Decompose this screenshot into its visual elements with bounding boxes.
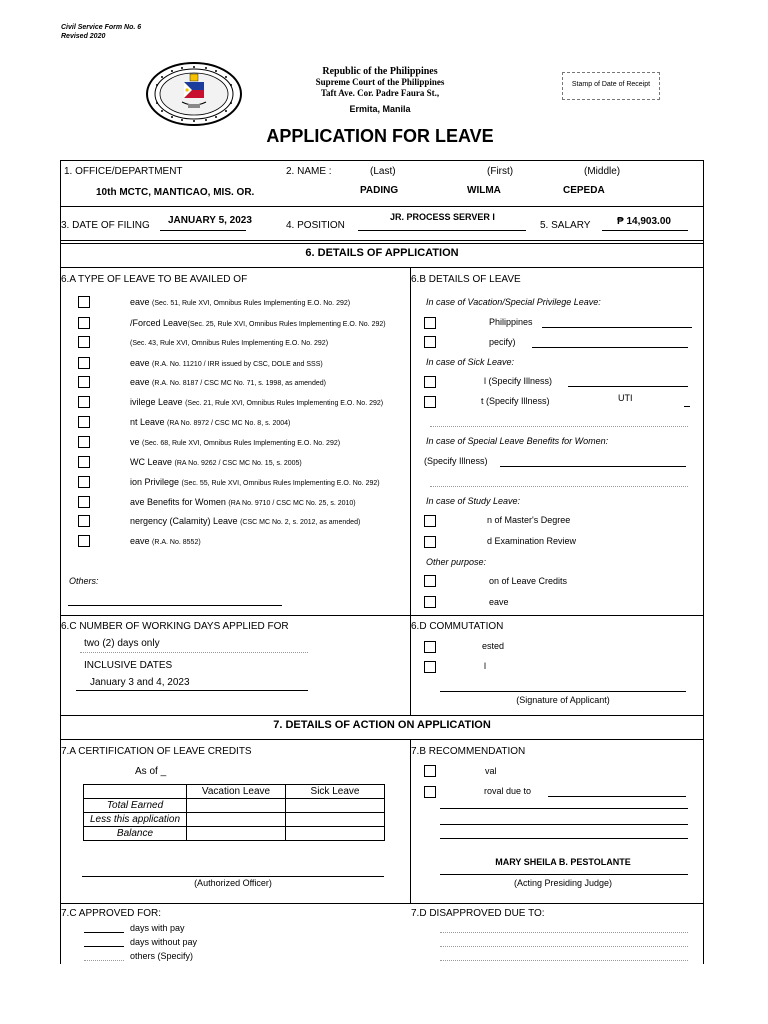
leave-type-checkbox-12[interactable] xyxy=(78,515,90,527)
commutation-checkbox-2[interactable] xyxy=(424,661,436,673)
header-city: Ermita, Manila xyxy=(349,104,411,114)
form-title: APPLICATION FOR LEAVE xyxy=(266,126,494,146)
recommendation-checkbox-2[interactable] xyxy=(424,786,436,798)
sick-checkbox-1[interactable] xyxy=(424,376,436,388)
applicant-signature-label: (Signature of Applicant) xyxy=(516,695,610,705)
study-option-1: n of Master's Degree xyxy=(487,515,571,525)
section6-title: 6. DETAILS OF APPLICATION xyxy=(305,247,459,259)
filing-value[interactable]: JANUARY 5, 2023 xyxy=(168,215,252,226)
last-name-label: (Last) xyxy=(370,166,396,177)
first-name-label: (First) xyxy=(487,166,514,177)
form-revision: Revised 2020 xyxy=(61,33,106,40)
header-republic: Republic of the Philippines xyxy=(322,66,438,77)
judge-title: (Acting Presiding Judge) xyxy=(513,878,613,888)
others-specify-label: others (Specify) xyxy=(130,951,194,961)
office-label: 1. OFFICE/DEPARTMENT xyxy=(64,166,183,177)
leave-type-checkbox-8[interactable] xyxy=(78,436,90,448)
cell-sick-earned[interactable] xyxy=(286,799,385,813)
as-of-label: As of _ xyxy=(135,766,167,777)
leave-type-2: /Forced Leave(Sec. 25, Rule XVI, Omnibus Rules Implementing E.O. No. 292) xyxy=(130,318,386,328)
cell-sick-balance[interactable] xyxy=(286,827,385,841)
filing-label: 3. DATE OF FILING xyxy=(61,220,150,231)
study-checkbox-1[interactable] xyxy=(424,515,436,527)
leave-type-checkbox-13[interactable] xyxy=(78,535,90,547)
leave-type-checkbox-3[interactable] xyxy=(78,336,90,348)
header-address: Taft Ave. Cor. Padre Faura St., xyxy=(320,88,440,98)
working-days-value[interactable]: two (2) days only xyxy=(84,638,160,649)
sick-option-1: l (Specify Illness) xyxy=(484,376,553,386)
vacation-checkbox-1[interactable] xyxy=(424,317,436,329)
cell-vacation-less[interactable] xyxy=(187,813,286,827)
leave-type-13: eave (R.A. No. 8552) xyxy=(130,536,201,546)
women-option-1: (Specify Illness) xyxy=(424,456,488,466)
leave-type-3: (Sec. 43, Rule XVI, Omnibus Rules Implementing E.O. No. 292) xyxy=(130,340,329,347)
other-option-2: eave xyxy=(489,597,509,607)
other-checkbox-2[interactable] xyxy=(424,596,436,608)
sick-heading: In case of Sick Leave: xyxy=(426,357,515,367)
days-without-pay-field[interactable] xyxy=(84,946,124,947)
leave-type-checkbox-9[interactable] xyxy=(78,456,90,468)
middle-name-label: (Middle) xyxy=(584,166,621,177)
sick-option-2: t (Specify Illness) xyxy=(481,396,550,406)
vacation-heading: In case of Vacation/Special Privilege Leave: xyxy=(426,297,601,307)
leave-credits-table xyxy=(83,784,385,841)
stamp-label: Stamp of Date of Receipt xyxy=(571,81,651,88)
recommendation-option-1: val xyxy=(485,766,497,776)
leave-type-checkbox-4[interactable] xyxy=(78,357,90,369)
vacation-option-1: Philippines xyxy=(489,317,533,327)
leave-type-checkbox-1[interactable] xyxy=(78,296,90,308)
others-specify-field[interactable] xyxy=(84,960,124,961)
study-checkbox-2[interactable] xyxy=(424,536,436,548)
other-purpose-heading: Other purpose: xyxy=(426,557,487,567)
days-with-pay-field[interactable] xyxy=(84,932,124,933)
row-total-earned: Total Earned xyxy=(84,799,187,813)
col-sick-leave: Sick Leave xyxy=(286,785,385,799)
section7b-title: 7.B RECOMMENDATION xyxy=(411,746,526,757)
row-balance: Balance xyxy=(84,827,187,841)
other-option-1: on of Leave Credits xyxy=(489,576,568,586)
section6b-title: 6.B DETAILS OF LEAVE xyxy=(411,274,521,285)
leave-type-checkbox-2[interactable] xyxy=(78,317,90,329)
leave-type-1: eave (Sec. 51, Rule XVI, Omnibus Rules Implementing E.O. No. 292) xyxy=(130,297,351,307)
leave-type-checkbox-5[interactable] xyxy=(78,376,90,388)
col-vacation-leave: Vacation Leave xyxy=(187,785,286,799)
section7d-title: 7.D DISAPPROVED DUE TO: xyxy=(411,908,545,919)
leave-type-10: ion Privilege (Sec. 55, Rule XVI, Omnibus Rules Implementing E.O. No. 292) xyxy=(130,477,380,487)
header-supreme-court: Supreme Court of the Philippines xyxy=(315,77,445,87)
supreme-court-seal-icon xyxy=(146,62,242,126)
leave-type-checkbox-10[interactable] xyxy=(78,476,90,488)
study-option-2: d Examination Review xyxy=(487,536,577,546)
commutation-option-2: l xyxy=(484,661,486,671)
vacation-option-2: pecify) xyxy=(489,337,516,347)
leave-type-checkbox-7[interactable] xyxy=(78,416,90,428)
leave-type-5: eave (R.A. No. 8187 / CSC MC No. 71, s. 1998, as amended) xyxy=(130,377,326,387)
leave-type-4: eave (R.A. No. 11210 / IRR issued by CSC, DOLE and SSS) xyxy=(130,358,323,368)
cell-vacation-earned[interactable] xyxy=(187,799,286,813)
others-label: Others: xyxy=(69,576,99,586)
middle-name-value[interactable]: CEPEDA xyxy=(563,185,605,196)
office-value[interactable]: 10th MCTC, MANTICAO, MIS. OR. xyxy=(96,187,255,198)
section6a-title: 6.A TYPE OF LEAVE TO BE AVAILED OF xyxy=(61,274,248,285)
salary-value[interactable]: ₱ 14,903.00 xyxy=(617,216,671,227)
first-name-value[interactable]: WILMA xyxy=(467,185,501,196)
sick-checkbox-2[interactable] xyxy=(424,396,436,408)
sick-illness-value[interactable]: UTI xyxy=(618,393,633,403)
commutation-option-1: ested xyxy=(482,641,505,651)
leave-type-6: ivilege Leave (Sec. 21, Rule XVI, Omnibus Rules Implementing E.O. No. 292) xyxy=(130,397,384,407)
recommendation-option-2: roval due to xyxy=(484,786,532,796)
leave-type-11: ave Benefits for Women (RA No. 9710 / CSC MC No. 25, s. 2010) xyxy=(130,497,356,507)
inclusive-dates-value[interactable]: January 3 and 4, 2023 xyxy=(90,677,190,688)
leave-type-checkbox-6[interactable] xyxy=(78,396,90,408)
applicant-signature-line[interactable] xyxy=(440,691,686,692)
form-number: Civil Service Form No. 6 xyxy=(61,24,142,31)
name-label: 2. NAME : xyxy=(286,166,332,177)
section7c-title: 7.C APPROVED FOR: xyxy=(61,908,162,919)
other-checkbox-1[interactable] xyxy=(424,575,436,587)
recommendation-checkbox-1[interactable] xyxy=(424,765,436,777)
others-field[interactable] xyxy=(68,605,282,606)
row-less-application: Less this application xyxy=(84,813,187,827)
leave-type-7: nt Leave (RA No. 8972 / CSC MC No. 8, s. 2004) xyxy=(130,417,291,427)
days-with-pay-label: days with pay xyxy=(130,923,185,933)
cell-sick-less[interactable] xyxy=(286,813,385,827)
last-name-value[interactable]: PADING xyxy=(360,185,399,196)
leave-type-12: nergency (Calamity) Leave (CSC MC No. 2, s. 2012, as amended) xyxy=(130,516,361,526)
judge-name: MARY SHEILA B. PESTOLANTE xyxy=(495,857,631,867)
stamp-box xyxy=(562,72,660,100)
study-heading: In case of Study Leave: xyxy=(426,496,521,506)
section7-title: 7. DETAILS OF ACTION ON APPLICATION xyxy=(273,719,491,731)
days-without-pay-label: days without pay xyxy=(130,937,198,947)
leave-type-9: WC Leave (RA No. 9262 / CSC MC No. 15, s. 2005) xyxy=(130,457,302,467)
authorized-officer-label: (Authorized Officer) xyxy=(194,878,272,888)
commutation-checkbox-1[interactable] xyxy=(424,641,436,653)
officer-signature-line[interactable] xyxy=(82,876,384,877)
position-label: 4. POSITION xyxy=(286,220,345,231)
cell-vacation-balance[interactable] xyxy=(187,827,286,841)
leave-type-checkbox-11[interactable] xyxy=(78,496,90,508)
section6d-title: 6.D COMMUTATION xyxy=(411,621,504,632)
section7a-title: 7.A CERTIFICATION OF LEAVE CREDITS xyxy=(61,746,252,757)
section6c-title: 6.C NUMBER OF WORKING DAYS APPLIED FOR xyxy=(61,621,289,632)
inclusive-dates-label: INCLUSIVE DATES xyxy=(84,660,173,671)
women-heading: In case of Special Leave Benefits for Women: xyxy=(426,436,609,446)
leave-type-8: ve (Sec. 68, Rule XVI, Omnibus Rules Implementing E.O. No. 292) xyxy=(130,437,341,447)
position-value[interactable]: JR. PROCESS SERVER I xyxy=(390,212,495,222)
vacation-checkbox-2[interactable] xyxy=(424,336,436,348)
salary-label: 5. SALARY xyxy=(540,220,591,231)
